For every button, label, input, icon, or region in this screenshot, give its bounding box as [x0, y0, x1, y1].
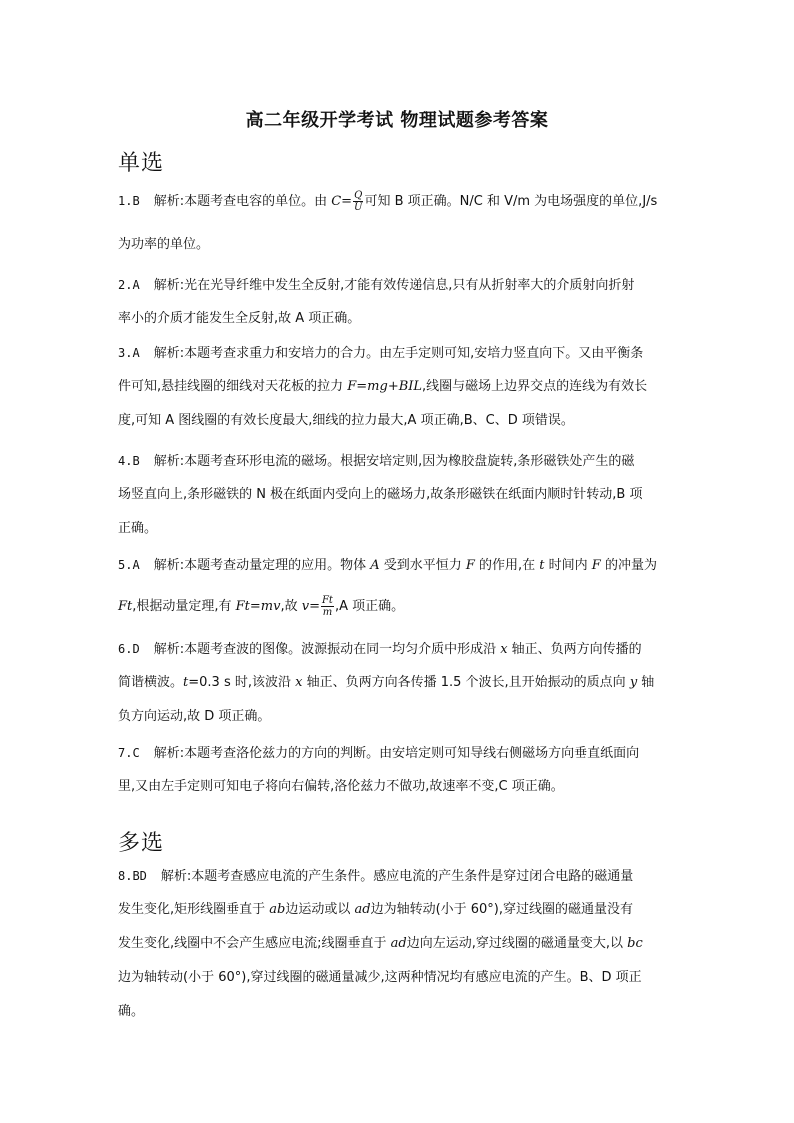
variable: x	[500, 642, 508, 657]
answer-text: 发生变化,矩形线圈垂直于	[118, 902, 270, 917]
answer-text: =0.3 s 时,该波沿	[188, 675, 296, 690]
answer-text: 为功率的单位。	[118, 237, 210, 252]
variable: t	[539, 558, 545, 573]
answer-text: 发生变化,线圈中不会产生感应电流;线圈垂直于	[118, 936, 391, 951]
formula: Ft=mv	[235, 599, 281, 614]
section-heading-multiple-choice: 多选	[118, 831, 165, 856]
question-number: 5.A	[118, 558, 140, 572]
answer-item-3	[118, 336, 678, 438]
answer-text: 轴正、负两方向各传播 1.5 个波长,且开始振动的质点向	[302, 675, 630, 690]
answer-text: ,故	[280, 599, 302, 614]
answer-text: 解析:本题考查波的图像。波源振动在同一均匀介质中形成沿	[153, 642, 501, 657]
answer-text: 解析:本题考查动量定理的应用。物体	[153, 558, 371, 573]
answer-text: ,根据动量定理,有	[132, 599, 236, 614]
answer-text: 轴正、负两方向传播的	[507, 642, 642, 657]
section-heading-single-choice: 单选	[118, 151, 165, 176]
question-number: 3.A	[118, 346, 140, 360]
variable: ad	[390, 936, 407, 951]
answer-item-8	[118, 859, 678, 1029]
variable: F	[465, 558, 475, 573]
answer-text: 负方向运动,故 D 项正确。	[118, 709, 271, 724]
formula: C=	[331, 194, 353, 209]
answer-item-4	[118, 444, 678, 546]
answer-text: 的冲量为	[600, 558, 657, 573]
variable: bc	[627, 936, 643, 951]
answer-text: 里,又由左手定则可知电子将向右偏转,洛伦兹力不做功,故速率不变,C 项正确。	[118, 779, 564, 794]
answer-text: 解析:本题考查环形电流的磁场。根据安培定则,因为橡胶盘旋转,条形磁铁处产生的磁	[153, 454, 635, 469]
answer-text: ,线圈与磁场上边界交点的连线为有效长	[422, 379, 648, 394]
answer-text: 解析:光在光导纤维中发生全反射,才能有效传递信息,只有从折射率大的介质射向折射	[153, 278, 635, 293]
answer-text: 边运动或以	[285, 902, 355, 917]
answer-text: 轴	[637, 675, 655, 690]
answer-text: 解析:本题考查洛伦兹力的方向的判断。由安培定则可知导线右侧磁场方向垂直纸面向	[153, 746, 640, 761]
denominator: U	[354, 202, 363, 213]
answer-item-1	[118, 184, 678, 262]
numerator: Ft	[321, 595, 333, 606]
answer-text: 场竖直向上,条形磁铁的 N 极在纸面内受向上的磁场力,故条形磁铁在纸面内顺时针转动,B 项	[118, 487, 643, 502]
numerator: Q	[354, 190, 363, 201]
answer-text: 确。	[118, 1004, 145, 1019]
answer-text: 时间内	[544, 558, 592, 573]
variable: t	[183, 675, 189, 690]
question-number: 6.D	[118, 642, 140, 656]
question-number: 7.C	[118, 746, 140, 760]
fraction	[353, 190, 363, 213]
formula: Ft	[118, 599, 133, 614]
answer-text: 边为轴转动(小于 60°),穿过线圈的磁通量减少,这两种情况均有感应电流的产生。B、D 项正	[118, 970, 642, 985]
answer-item-6	[118, 632, 678, 734]
answer-item-7	[118, 736, 678, 804]
answer-text: 件可知,悬挂线圈的细线对天花板的拉力	[118, 379, 348, 394]
answer-text: 度,可知 A 图线圈的有效长度最大,细线的拉力最大,A 项正确,B、C、D 项错误。	[118, 413, 574, 428]
answer-text: 率小的介质才能发生全反射,故 A 项正确。	[118, 311, 361, 326]
fraction	[321, 595, 334, 618]
question-number: 4.B	[118, 454, 140, 468]
denominator: m	[322, 607, 333, 618]
answer-text: 受到水平恒力	[379, 558, 466, 573]
answer-text: 边为轴转动(小于 60°),穿过线圈的磁通量没有	[370, 902, 634, 917]
variable: ad	[354, 902, 371, 917]
formula: F=mg+BIL	[347, 379, 423, 394]
answer-text: 边向左运动,穿过线圈的磁通量变大,以	[406, 936, 628, 951]
answer-text: 正确。	[118, 521, 158, 536]
variable: x	[295, 675, 303, 690]
answer-text: ,A 项正确。	[334, 599, 405, 614]
question-number: 8.BD	[118, 869, 147, 883]
answer-text: 可知 B 项正确。N/C 和 V/m 为电场强度的单位,J/s	[364, 194, 658, 209]
answer-text: 解析:本题考查求重力和安培力的合力。由左手定则可知,安培力竖直向下。又由平衡条	[153, 346, 644, 361]
answer-text: 解析:本题考查电容的单位。由	[153, 194, 332, 209]
variable: A	[370, 558, 380, 573]
answer-text: 解析:本题考查感应电流的产生条件。感应电流的产生条件是穿过闭合电路的磁通量	[160, 869, 634, 884]
variable: y	[629, 675, 638, 690]
question-number: 2.A	[118, 278, 140, 292]
page-title: 高二年级开学考试 物理试题参考答案	[245, 110, 549, 131]
answer-text: 简谐横波。	[118, 675, 184, 690]
formula: v=	[301, 599, 320, 614]
answer-item-5	[118, 548, 678, 624]
answer-item-2	[118, 268, 678, 336]
variable: ab	[269, 902, 286, 917]
variable: F	[591, 558, 601, 573]
question-number: 1.B	[118, 194, 140, 208]
answer-text: 的作用,在	[474, 558, 540, 573]
